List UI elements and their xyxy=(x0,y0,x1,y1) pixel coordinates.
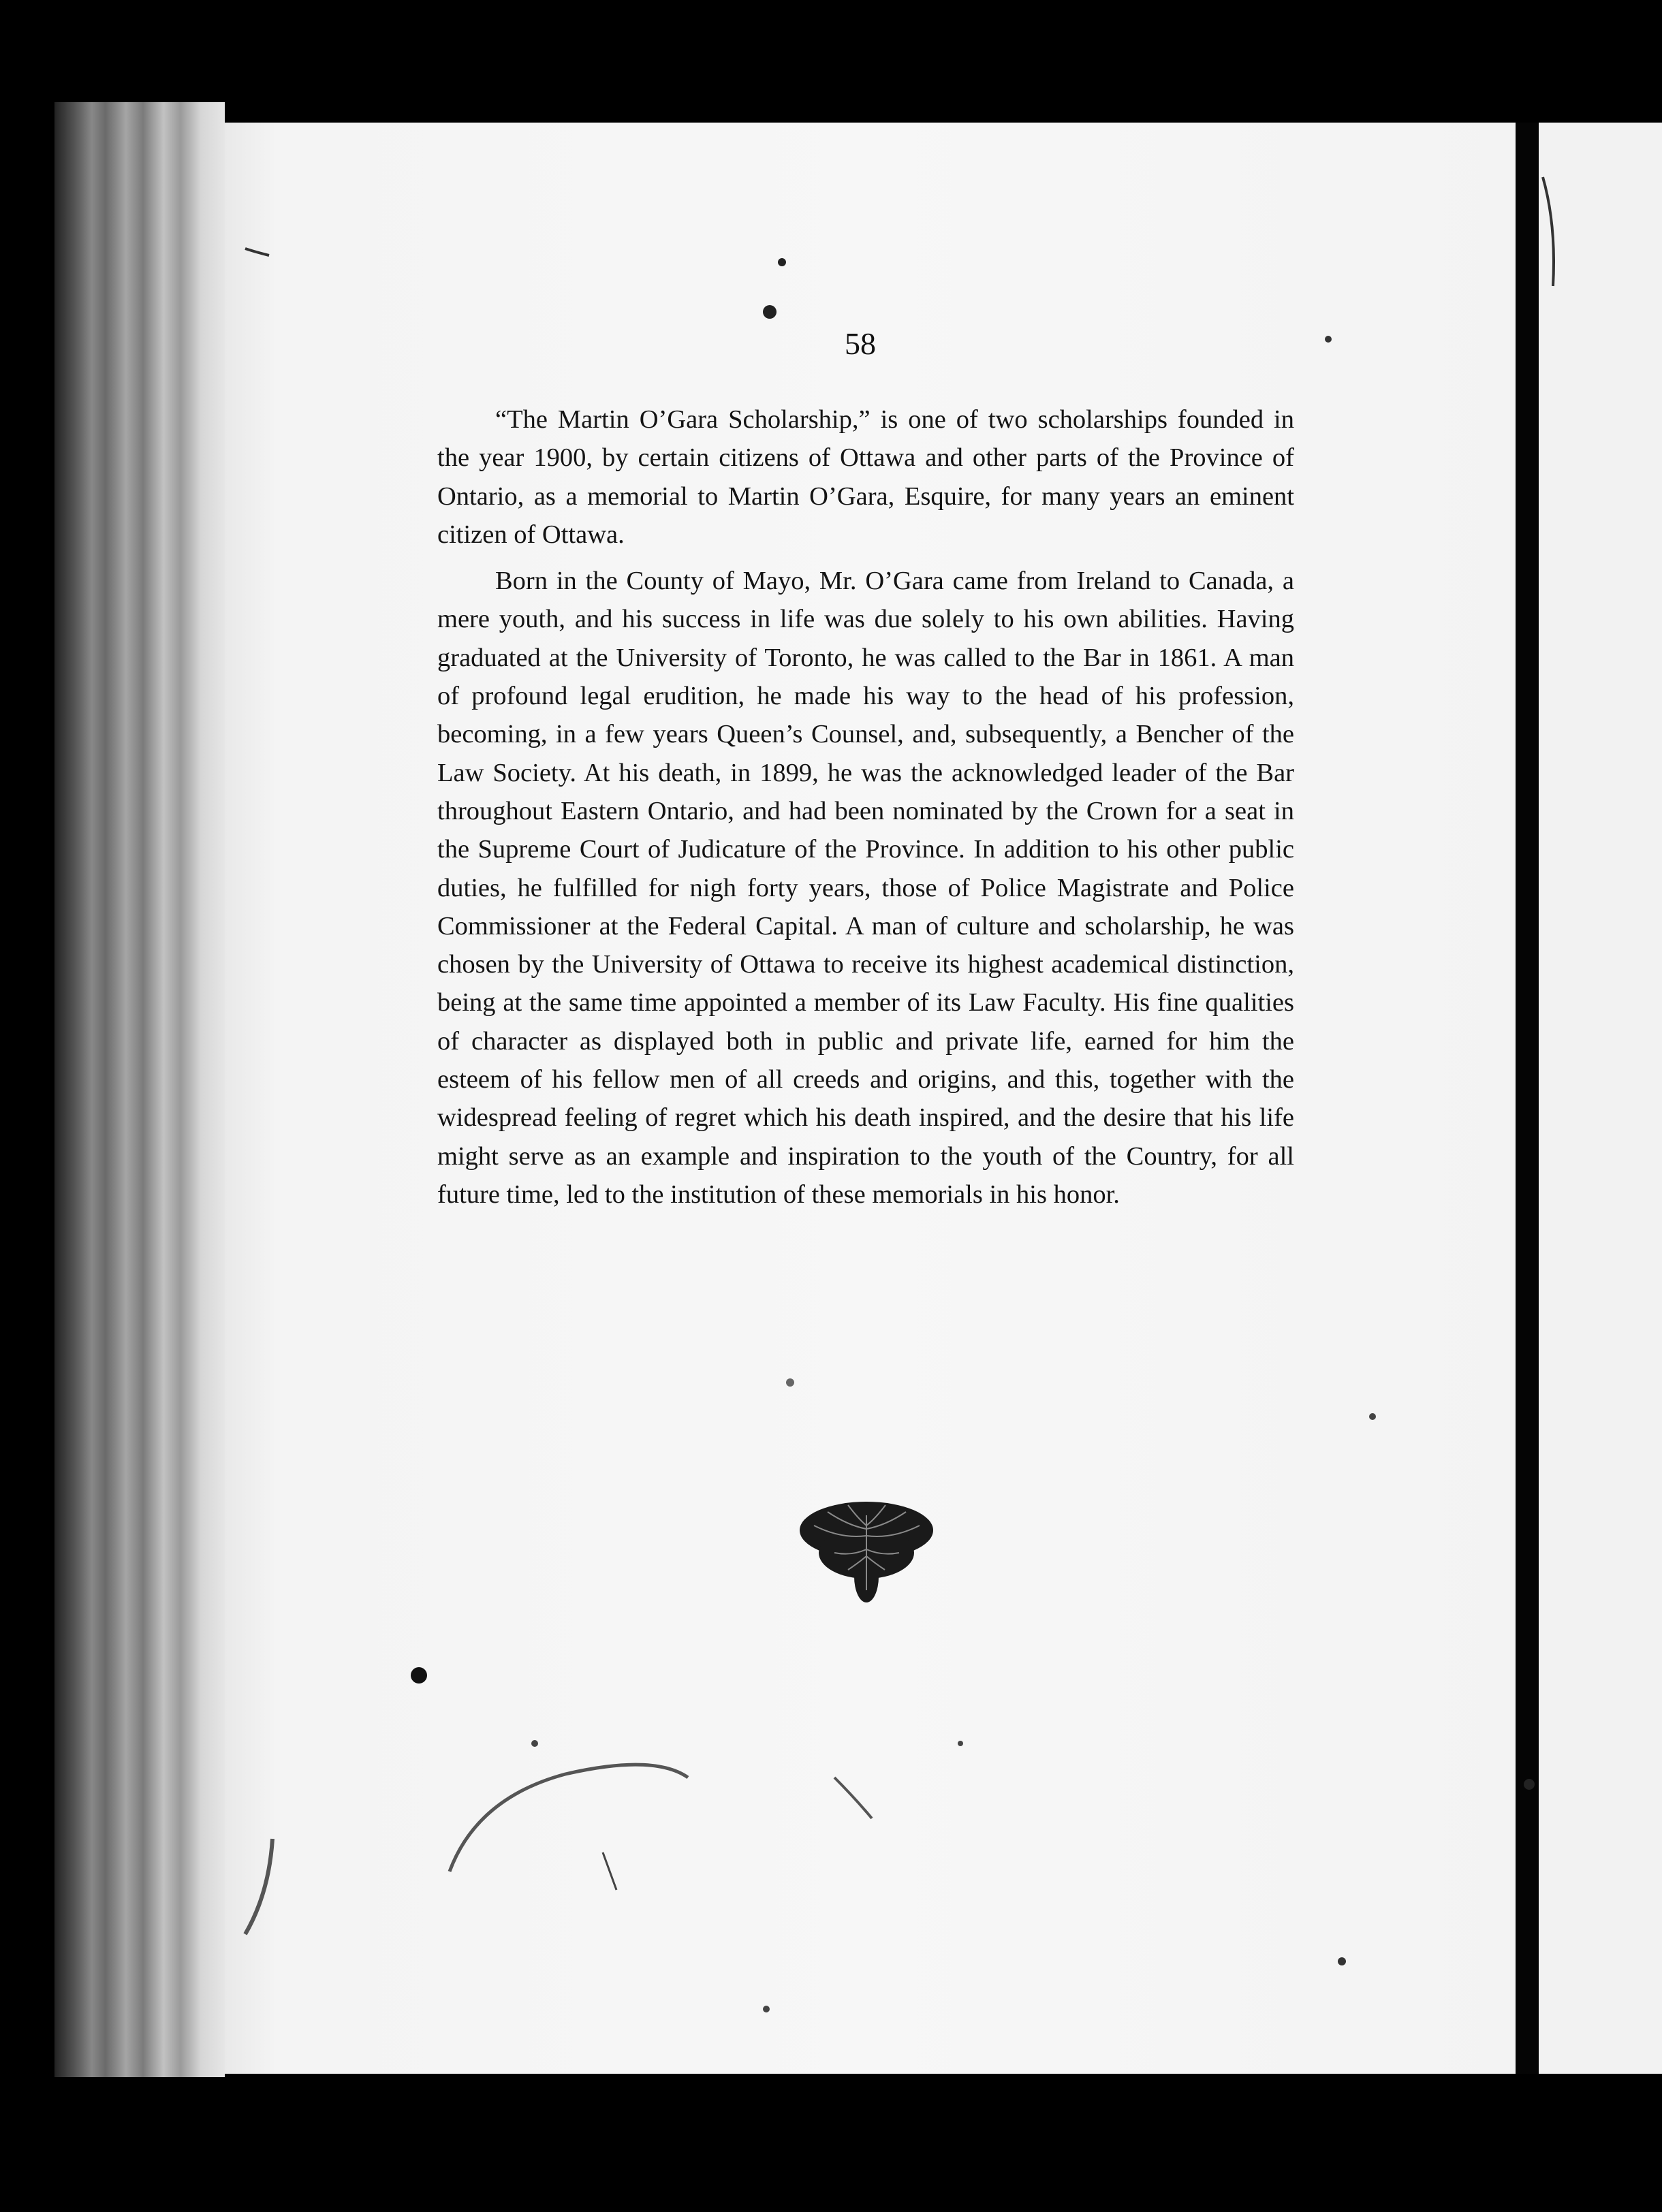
paragraph-1: “The Martin O’Gara Scholarship,” is one of two scholarships founded in the year 1900, by certain citizens of Ottawa and other parts of the Province of Ontario, as a memorial to Martin O’Gara, Esquire, for many years an eminent citizen of Ottawa. xyxy=(437,405,1294,549)
book-gutter xyxy=(1516,123,1539,2074)
body-text xyxy=(437,400,1294,1214)
facing-page-edge xyxy=(1539,123,1662,2074)
page-edge-stack xyxy=(54,102,225,2077)
paragraph-2: Born in the County of Mayo, Mr. O’Gara came from Ireland to Canada, a mere youth, and his success in life was due solely to his own abilities. Having graduated at the University of Toronto, he was called to the Bar in 1861. A man of profound legal erudition, he made his way to the head of his profession, becoming, in a few years Queen’s Counsel, and, subsequently, a Bencher of the Law Society. At his death, in 1899, he was the acknowledged leader of the Bar throughout Eastern Ontario, and had been nominated by the Crown for a seat in the Supreme Court of Judicature of the Province. In addition to his other public duties, he fulfilled for nigh forty years, those of Police Magistrate and Police Commissioner at the Federal Capital. A man of culture and scholarship, he was chosen by the University of Ottawa to receive its highest academical distinction, being at the same time appointed a member of its Law Faculty. His fine qualities of character as displayed both in public and private life, earned for him the esteem of his fellow men of all creeds and origins, and this, together with the widespread feeling of regret which his death inspired, and the desire that his life might serve as an example and inspiration to the youth of the Country, for all future time, led to the institution of these memorials in his honor. xyxy=(437,567,1294,1209)
page-number: 58 xyxy=(845,326,876,361)
chrysanthemum-ornament-icon xyxy=(794,1488,940,1604)
